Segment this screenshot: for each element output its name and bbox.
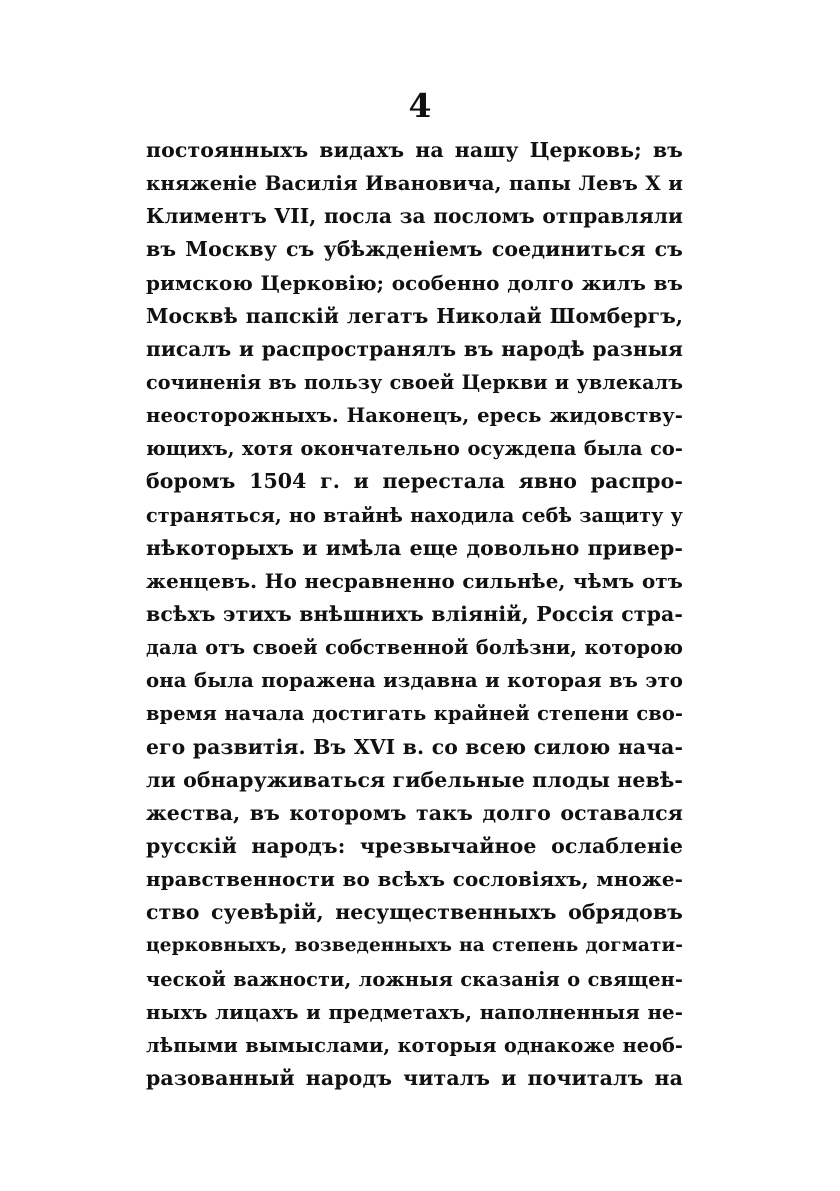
text-line: разованный народъ читалъ и почиталъ на (146, 1065, 683, 1090)
text-line: ство суевѣрій, несущественныхъ обрядовъ (146, 900, 683, 925)
text-line: лѣпыми вымыслами, которыя однакоже необ- (146, 1033, 683, 1057)
text-line: дала отъ своей собственной болѣзни, которою (146, 636, 683, 660)
text-line: женцевъ. Но несравненно сильнѣе, чѣмъ отъ (146, 568, 683, 593)
text-line: Климентъ VII, посла за посломъ отправляли (146, 204, 683, 229)
text-line: нѣкоторыхъ и имѣла еще довольно привер- (146, 535, 683, 560)
page-number: 4 (408, 86, 432, 125)
text-line: страняться, но втайнѣ находила себѣ защиту у (146, 503, 683, 527)
text-line: ныхъ лицахъ и предметахъ, наполненныя не- (146, 999, 683, 1024)
text-line: Москвѣ папскій легатъ Николай Шомбергъ, (146, 303, 683, 328)
text-line: ющихъ, хотя окончательно осуждепа была со- (146, 437, 683, 461)
text-line: нравственности во всѣхъ сословіяхъ, множе- (146, 867, 683, 892)
text-line: постоянныхъ видахъ на нашу Церковь; въ (146, 138, 683, 162)
text-line: она была поражена издавна и которая въ это (146, 669, 683, 693)
text-line: время начала достигать крайней степени сво- (146, 702, 683, 726)
text-line: боромъ 1504 г. и перестала явно распро- (146, 469, 683, 494)
text-line: всѣхъ этихъ внѣшнихъ вліяній, Россія стра- (146, 601, 683, 626)
text-line: его развитія. Въ XVI в. со всею силою нача- (146, 734, 683, 759)
text-line: неосторожныхъ. Наконецъ, ересь жидовству- (146, 404, 683, 428)
text-line: ли обнаруживаться гибельные плоды невѣ- (146, 767, 683, 792)
text-line: въ Москву съ убѣжденіемъ соединиться съ (146, 237, 683, 262)
text-line: княженіе Василія Ивановича, папы Левъ X и (146, 171, 683, 196)
text-line: сочиненія въ пользу своей Церкви и увлекалъ (146, 370, 683, 394)
text-line: русскій народъ: чрезвычайное ослабленіе (146, 833, 683, 858)
text-line: церковныхъ, возведенныхъ на степень догмати- (146, 935, 683, 957)
body-text (146, 134, 683, 1095)
text-line: писалъ и распространялъ въ народѣ разныя (146, 336, 683, 361)
text-line: ческой важности, ложныя сказанія о священ- (146, 967, 683, 991)
text-line: жества, въ которомъ такъ долго оставался (146, 800, 683, 825)
text-line: римскою Церковію; особенно долго жилъ въ (146, 270, 683, 295)
